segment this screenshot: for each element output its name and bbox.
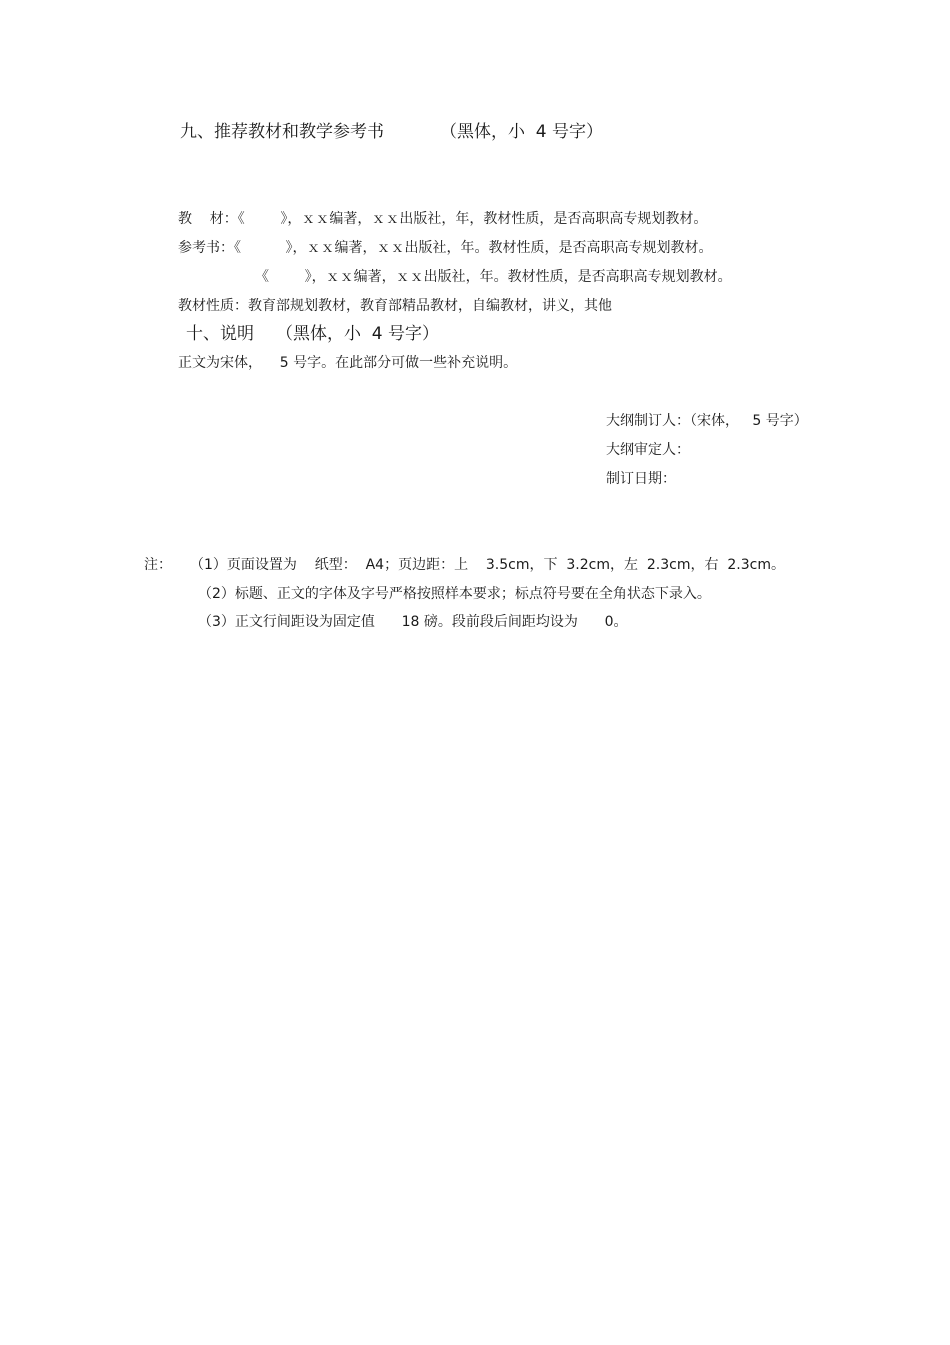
- outline-author: 大纲制订人：（宋体， 5 号字）: [606, 413, 808, 429]
- outline-date: 制订日期：: [606, 471, 676, 487]
- note-line-spacing: （3）正文行间距设为固定值 18 磅。段前段后间距均设为 0。: [198, 614, 628, 630]
- note-page-setup: （1）页面设置为 纸型： A4；页边距：上 3.5cm，下 3.2cm，左 2.3cm，右 2.3cm。: [190, 557, 785, 573]
- note-fonts: （2）标题、正文的字体及字号严格按照样本要求；标点符号要在全角状态下录入。: [198, 586, 711, 602]
- section10-heading-note: （黑体，小 4 号字）: [276, 324, 440, 344]
- section9-heading-note: （黑体，小 4 号字）: [440, 122, 604, 142]
- textbook-line: 教 材：《 》，ｘｘ编著，ｘｘ出版社，年，教材性质，是否高职高专规划教材。: [178, 211, 708, 227]
- outline-reviewer: 大纲审定人：: [606, 442, 690, 458]
- section9-heading: 九、推荐教材和教学参考书: [180, 122, 384, 142]
- section10-heading: 十、说明: [186, 324, 254, 344]
- notes-label: 注：: [144, 557, 172, 573]
- section10-body: 正文为宋体， 5 号字。在此部分可做一些补充说明。: [178, 355, 518, 371]
- reference-book-line: 参考书：《 》，ｘｘ编著，ｘｘ出版社，年。教材性质，是否高职高专规划教材。: [178, 240, 713, 256]
- reference-book-line-2: 《 》，ｘｘ编著，ｘｘ出版社，年。教材性质，是否高职高专规划教材。: [255, 269, 732, 285]
- textbook-nature-line: 教材性质：教育部规划教材，教育部精品教材，自编教材，讲义，其他: [178, 298, 612, 314]
